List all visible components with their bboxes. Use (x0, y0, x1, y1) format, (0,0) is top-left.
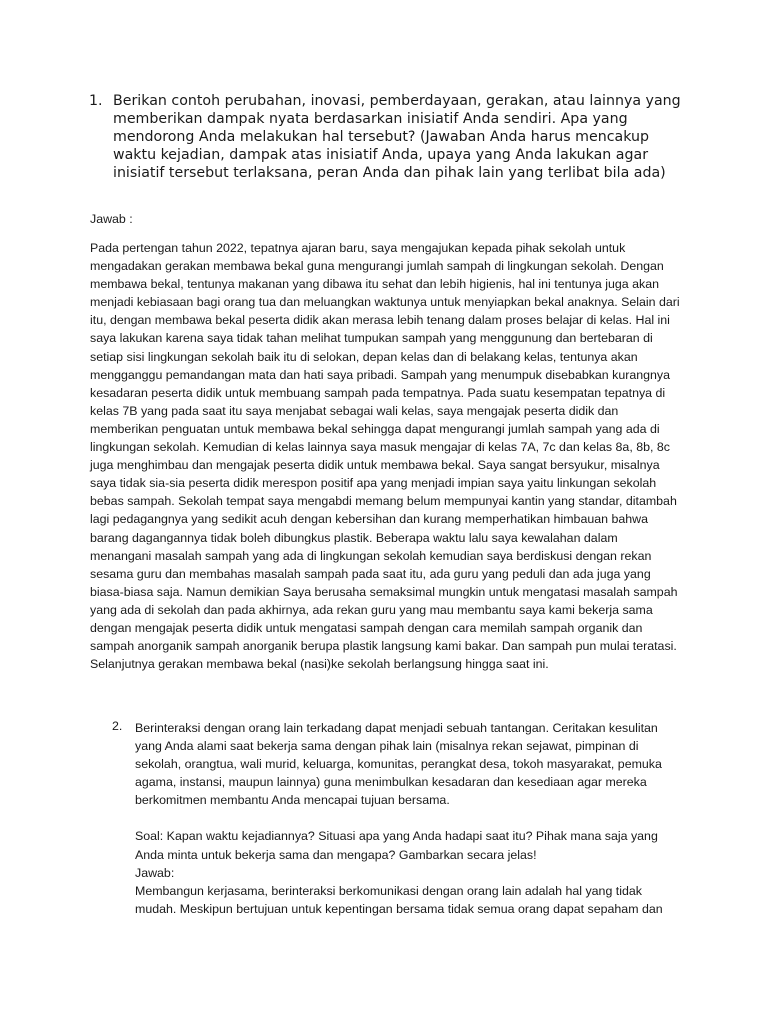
question-1 (89, 92, 693, 182)
answer-2-text: Membangun kerjasama, berinteraksi berkomunikasi dengan orang lain adalah hal yang tidak mudah. Meskipun bertujuan untuk kepentingan bersama tidak semua orang dapat sepaham dan (135, 883, 663, 916)
answer-2-label: Jawab: (135, 865, 175, 880)
question-2-number: 2. (112, 719, 123, 733)
question-2-text: Berinteraksi dengan orang lain terkadang dapat menjadi sebuah tantangan. Ceritakan kesulitan yang Anda alami saat bekerja sama dengan pihak lain (misalnya rekan sejawat, pimpinan di sekolah, orangtua, wali murid, keluarga, komunitas, perangkat desa, tokoh masyarakat, pemuka agama, instansi, maupun lainnya) guna menimbulkan kesadaran dan kesediaan agar mereka berkomitmen membantu Anda mencapai tujuan bersama. (135, 721, 662, 808)
question-1-text: Berikan contoh perubahan, inovasi, pemberdayaan, gerakan, atau lainnya yang memberikan dampak nyata berdasarkan inisiatif Anda sendiri. Apa yang mendorong Anda melakukan hal tersebut? (Jawaban Anda harus mencakup waktu kejadian, dampak atas inisiatif Anda, upaya yang Anda lakukan agar inisiatif tersebut terlaksana, peran Anda dan pihak lain yang terlibat bila ada) (113, 93, 681, 181)
question-2 (112, 719, 683, 918)
question-2-soal: Soal: Kapan waktu kejadiannya? Situasi apa yang Anda hadapi saat itu? Pihak mana saja yang Anda minta untuk bekerja sama dan mengapa? Gambarkan secara jelas! (135, 829, 658, 862)
answer-1-paragraph: Pada pertengan tahun 2022, tepatnya ajaran baru, saya mengajukan kepada pihak sekolah untuk mengadakan gerakan membawa bekal guna mengurangi jumlah sampah di lingkungan sekolah. Dengan membawa bekal, tentunya makanan yang dibawa itu sehat dan lebih higienis, hal ini tentunya juga akan menjadi kebiasaan bagi orang tua dan meluangkan waktunya untuk menyiapkan bekal anaknya. Selain dari itu, dengan membawa bekal peserta didik akan merasa lebih tenang dalam proses belajar di kelas. Hal ini saya lakukan karena saya tidak tahan melihat tumpukan sampah yang menggunung dan bertebaran di setiap sisi lingkungan sekolah baik itu di selokan, depan kelas dan di belakang kelas, tentunya akan mengganggu pemandangan mata dan hati saya pribadi. Sampah yang menumpuk disebabkan kurangnya kesadaran peserta didik untuk membuang sampah pada tempatnya. Pada suatu kesempatan tepatnya di kelas 7B yang pada saat itu saya menjabat sebagai wali kelas, saya mengajak peserta didik dan memberikan penguatan untuk membawa bekal sehingga dapat mengurangi jumlah sampah yang ada di lingkungan sekolah. Kemudian di kelas lainnya saya masuk mengajar di kelas 7A, 7c dan kelas 8a, 8b, 8c juga menghimbau dan mengajak peserta didik untuk membawa bekal. Saya sangat bersyukur, misalnya saya tidak sia-sia peserta didik merespon positif apa yang menjadi impian saya yaitu linkungan sekolah bebas sampah. Sekolah tempat saya mengabdi memang belum mempunyai kantin yang standar, ditambah lagi pedagangnya yang sedikit acuh dengan kebersihan dan kurang memperhatikan himbauan bahwa barang dagangannya tidak boleh dibungkus plastik. Beberapa waktu lalu saya kewalahan dalam menangani masalah sampah yang ada di lingkungan sekolah kemudian saya berdiskusi dengan rekan sesama guru dan membahas masalah sampah pada saat itu, ada guru yang peduli dan ada juga yang biasa-biasa saja. Namun demikian Saya berusaha semaksimal mungkin untuk mengatasi masalah sampah yang ada di sekolah dan pada akhirnya, ada rekan guru yang mau membantu saya kami bekerja sama dengan mengajak peserta didik untuk mengatasi sampah dengan cara memilah sampah organik dan sampah anorganik sampah anorganik berupa plastik langsung kami bakar. Dan sampah pun mulai teratasi. Selanjutnya gerakan membawa bekal (nasi)ke sekolah berlangsung hingga saat ini. (90, 241, 680, 672)
question-1-number: 1. (89, 93, 103, 109)
answer-1-label: Jawab : (90, 212, 133, 226)
